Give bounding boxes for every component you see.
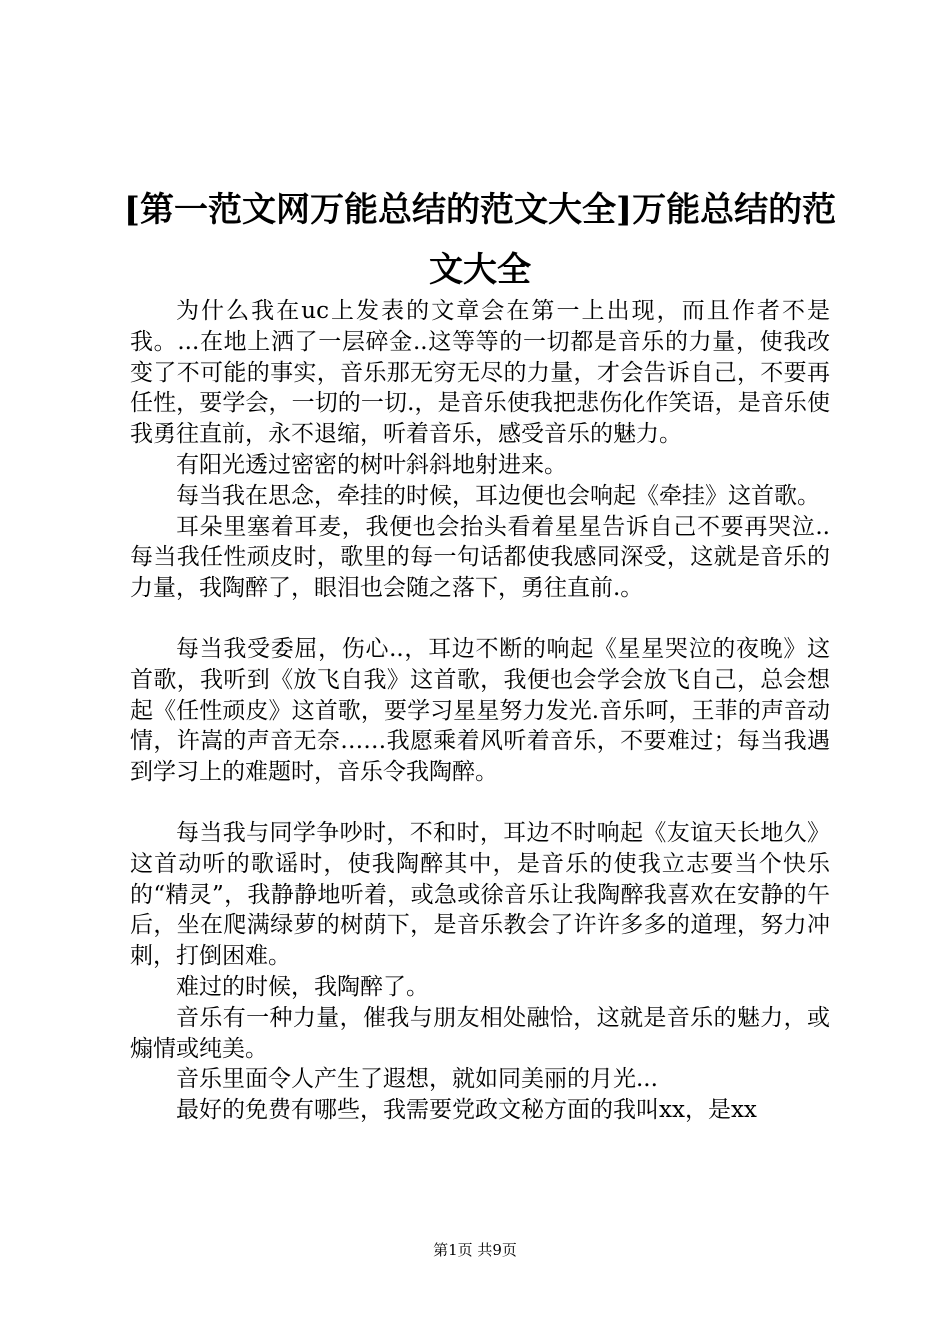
paragraph-1: 为什么我在uc上发表的文章会在第一上出现，而且作者不是我。...在地上洒了一层碎金..这等等的一切都是音乐的力量，使我改变了不可能的事实，音乐那无穷无尽的力量，才会告诉自己，不要再任性，要学会，一切的一切.，是音乐使我把悲伤化作笑语，是音乐使我勇往直前，永不退缩，听着音乐，感受音乐的魅力。	[130, 298, 830, 448]
paragraph-2: 有阳光透过密密的树叶斜斜地射进来。	[176, 451, 567, 478]
paragraph-5: 每当我受委屈，伤心..，耳边不断的响起《星星哭泣的夜晚》这首歌，我听到《放飞自我》这首歌，我便也会学会放飞自己，总会想起《任性顽皮》这首歌，要学习星星努力发光.音乐呵，王菲的声音动情，许嵩的声音无奈……我愿乘着风听着音乐，不要难过；每当我遇到学习上的难题时，音乐令我陶醉。	[130, 635, 830, 786]
paragraph-7: 难过的时候，我陶醉了。	[176, 973, 429, 1000]
paragraph-4: 耳朵里塞着耳麦，我便也会抬头看着星星告诉自己不要再哭泣..每当我任性顽皮时，歌里的每一句话都使我感同深受，这就是音乐的力量，我陶醉了，眼泪也会随之落下，勇往直前.。	[130, 513, 830, 602]
page-number-footer: 第1页 共9页	[433, 1241, 517, 1259]
paragraph-6: 每当我与同学争吵时，不和时，耳边不时响起《友谊天长地久》这首动听的歌谣时，使我陶醉其中，是音乐的使我立志要当个快乐的“精灵”，我静静地听着，或急或徐音乐让我陶醉我喜欢在安静的午后，坐在爬满绿萝的树荫下，是音乐教会了许许多多的道理，努力冲刺，打倒困难。	[130, 819, 830, 970]
paragraph-10: 最好的免费有哪些，我需要党政文秘方面的我叫xx，是xx	[176, 1097, 757, 1124]
document-body	[130, 296, 830, 1126]
paragraph-9: 音乐里面令人产生了遐想，就如同美丽的月光...	[176, 1066, 658, 1093]
document-title: [第一范文网万能总结的范文大全]万能总结的范文大全	[123, 190, 837, 290]
paragraph-8: 音乐有一种力量，催我与朋友相处融恰，这就是音乐的魅力，或煽情或纯美。	[130, 1004, 830, 1062]
paragraph-3: 每当我在思念，牵挂的时候，耳边便也会响起《牵挂》这首歌。	[176, 482, 820, 509]
